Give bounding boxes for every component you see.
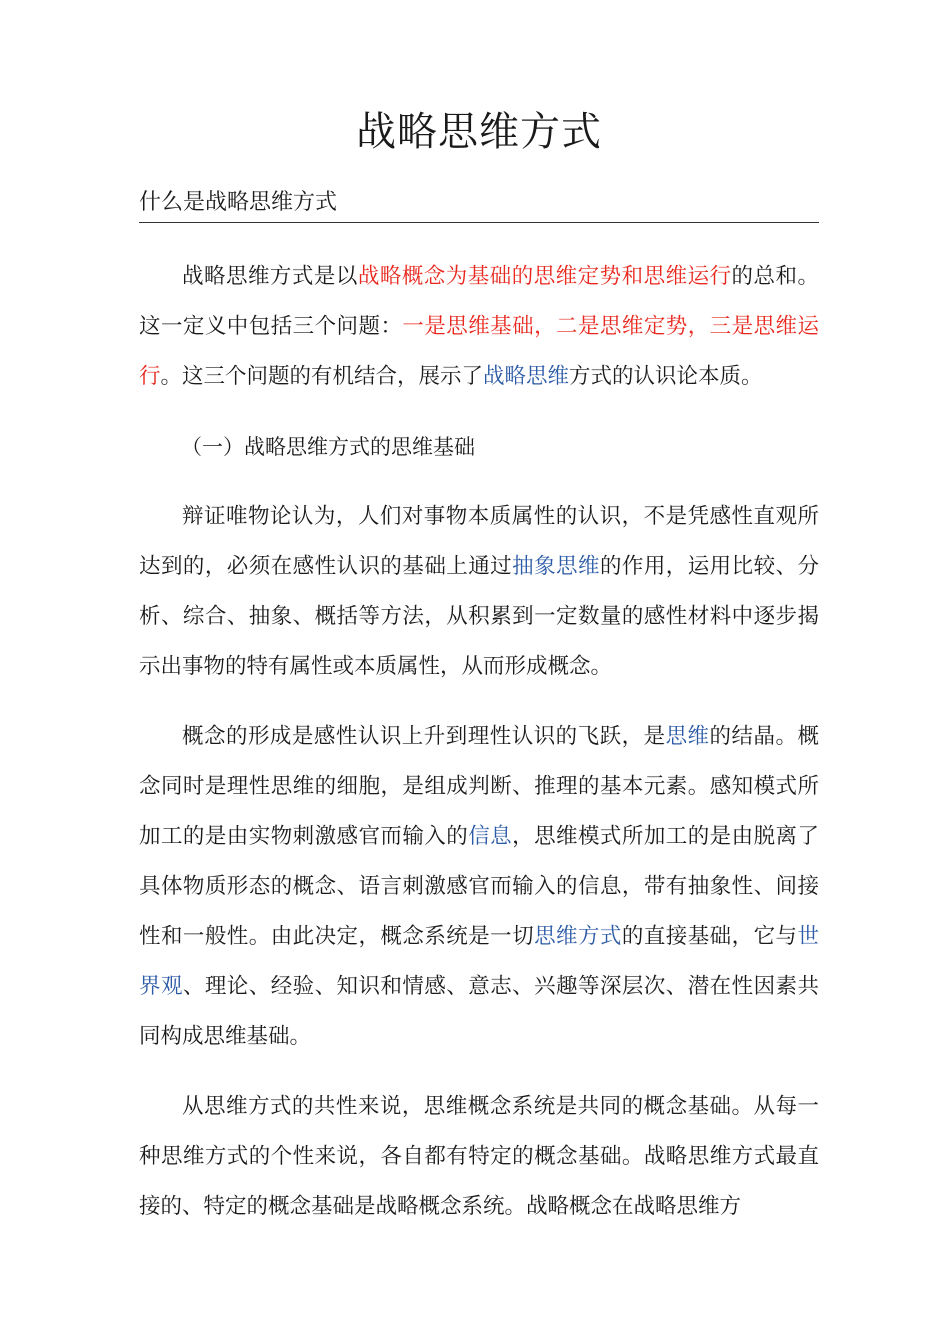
- text-run: 的作用，运用比较、分析、综合、抽象、概括等方法，从积累到一定数量的感性材料中逐步揭示出事物的特有属性或本质属性，从而形成概念。: [139, 554, 819, 679]
- text-run: 概念的形成是感性认识上升到理性认识的飞跃，是: [182, 724, 666, 749]
- paragraph-common-concept-basis: [139, 1082, 819, 1232]
- text-run: 、理论、经验、知识和情感、意志、兴趣等深层次、潜在性因素共同构成思维基础。: [139, 974, 819, 1049]
- text-run: 的直接基础，它与: [621, 924, 798, 949]
- document-body: [139, 252, 819, 1252]
- text-run: 的结晶。概念同时是理性思维的细胞，是组成判断、推理的基本元素。感知模式所加工的是由实物刺激感官而输入的: [139, 724, 819, 849]
- document-title: 战略思维方式: [356, 109, 602, 155]
- section-heading: 什么是战略思维方式: [139, 186, 819, 223]
- link-abstract-thinking[interactable]: 抽象思维: [512, 554, 600, 579]
- paragraph-dialectical-materialism: [139, 492, 819, 692]
- text-run: 从思维方式的共性来说，思维概念系统是共同的概念基础。从每一种思维方式的个性来说，各自都有特定的概念基础。战略思维方式最直接的、特定的概念基础是战略概念系统。战略概念在战略思维方: [139, 1094, 819, 1219]
- paragraph-concept-formation: [139, 712, 819, 1062]
- link-thinking[interactable]: 思维: [665, 724, 710, 749]
- text-run: 战略思维方式是以: [182, 264, 358, 289]
- text-run: 方式的认识论本质。: [569, 364, 763, 389]
- link-worldview[interactable]: 世界观: [139, 924, 819, 999]
- link-thinking-mode[interactable]: 思维方式: [534, 924, 622, 949]
- link-strategic-thinking[interactable]: 战略思维: [483, 364, 570, 389]
- subheading-thinking-basis: （一）战略思维方式的思维基础: [181, 435, 475, 459]
- highlight-text: 战略概念为基础的思维定势和思维运行: [357, 264, 732, 289]
- paragraph-definition: [139, 252, 819, 402]
- link-information[interactable]: 信息: [468, 824, 513, 849]
- text-run: ，思维模式所加工的是由脱离了具体物质形态的概念、语言刺激感官而输入的信息，带有抽象性、间接性和一般性。由此决定，概念系统是一切: [139, 824, 819, 949]
- text-run: 的总和。这一定义中包括三个问题：: [139, 264, 819, 339]
- highlight-text: 一是思维基础，二是思维定势，三是思维运行: [139, 314, 819, 389]
- text-run: 。这三个问题的有机结合，展示了: [160, 364, 484, 389]
- text-run: 辩证唯物论认为，人们对事物本质属性的认识，不是凭感性直观所达到的，必须在感性认识的基础上通过: [139, 504, 819, 579]
